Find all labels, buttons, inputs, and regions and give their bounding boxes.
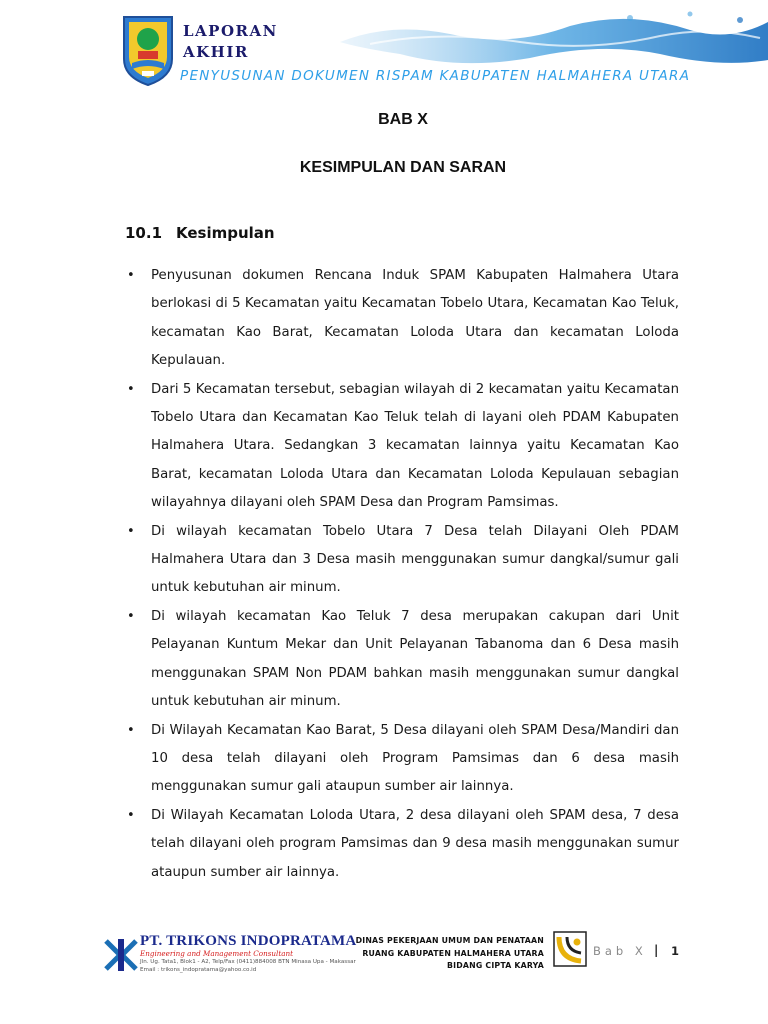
- list-item: [123, 603, 679, 717]
- list-item: [123, 262, 679, 376]
- bullet-marker: •: [127, 722, 135, 738]
- regency-emblem-icon: [120, 13, 176, 87]
- bullet-marker: •: [127, 381, 135, 397]
- company-email: Email : trikons_indopratama@yahoo.co.id: [140, 967, 257, 973]
- bullet-marker: •: [127, 268, 135, 283]
- report-title-line2: AKHIR: [183, 43, 249, 61]
- department-block: [330, 935, 544, 973]
- section-number: 10.1: [125, 224, 163, 242]
- department-line1: DINAS PEKERJAAN UMUM DAN PENATAAN: [355, 936, 544, 945]
- list-item: [123, 717, 679, 802]
- report-title: [183, 21, 278, 63]
- list-item: [123, 376, 679, 518]
- department-line2: RUANG KABUPATEN HALMAHERA UTARA: [362, 948, 544, 958]
- section-heading: [125, 224, 275, 242]
- page-number: 1: [671, 944, 680, 958]
- public-works-logo-icon: [553, 931, 587, 967]
- company-tagline: Engineering and Management Consultant: [140, 949, 294, 958]
- bullet-marker: •: [127, 523, 135, 539]
- company-block: [140, 933, 357, 974]
- water-splash-banner: [330, 8, 768, 70]
- bullet-marker: •: [127, 807, 135, 823]
- report-title-line1: LAPORAN: [183, 22, 278, 40]
- list-item-text: Penyusunan dokumen Rencana Induk SPAM Kabupaten Halmahera Utara berlokasi di 5 Kecamatan yaitu Kecamatan Tobelo Utara, Kecamatan Kao Teluk, kecamatan Kao Barat, Kecamatan Loloda Utara dan kecamatan Loloda Kepulauan.: [151, 268, 679, 369]
- company-address: Jln. Ug. Tata1, Blok1 - A2, Telp/Fax (0411)884008 BTN Minasa Upa - Makassar: [140, 959, 356, 965]
- department-line3: BIDANG CIPTA KARYA: [447, 961, 544, 970]
- list-item: [123, 802, 679, 887]
- list-item-text: Di Wilayah Kecamatan Loloda Utara, 2 desa dilayani oleh SPAM desa, 7 desa telah dilayani oleh program Pamsimas dan 9 desa masih menggunakan sumur ataupun sumber air lainnya.: [151, 807, 679, 880]
- list-item-text: Di wilayah kecamatan Tobelo Utara 7 Desa telah Dilayani Oleh PDAM Halmahera Utara dan 3 Desa masih menggunakan sumur dangkal/sumur gali untuk kebutuhan air minum.: [151, 523, 679, 596]
- chapter-title: KESIMPULAN DAN SARAN: [299, 159, 507, 176]
- chapter-page-label: Bab X: [593, 944, 647, 958]
- company-name: PT. TRIKONS INDOPRATAMA: [140, 933, 357, 949]
- list-item-text: Di Wilayah Kecamatan Kao Barat, 5 Desa dilayani oleh SPAM Desa/Mandiri dan 10 desa telah dilayani oleh Program Pamsimas dan 6 desa masih menggunakan sumur gali ataupun sumber air lainnya.: [151, 722, 679, 795]
- trikons-logo-icon: [104, 937, 138, 973]
- report-subtitle: PENYUSUNAN DOKUMEN RISPAM KABUPATEN HALMAHERA UTARA: [180, 68, 691, 84]
- bullet-marker: •: [127, 608, 135, 624]
- conclusion-list: [123, 262, 679, 887]
- list-item-text: Dari 5 Kecamatan tersebut, sebagian wilayah di 2 kecamatan yaitu Kecamatan Tobelo Utara dan Kecamatan Kao Teluk telah di layani oleh PDAM Kabupaten Halmahera Utara. Sedangkan 3 kecamatan lainnya yaitu Kecamatan Kao Barat, kecamatan Loloda Utara dan Kecamatan Loloda Kepulauan sebagian wilayahnya dilayani oleh SPAM Desa dan Program Pamsimas.: [151, 381, 679, 511]
- section-title: Kesimpulan: [176, 224, 275, 242]
- page-separator: |: [654, 943, 659, 957]
- chapter-number: BAB X: [378, 111, 428, 128]
- list-item-text: Di wilayah kecamatan Kao Teluk 7 desa merupakan cakupan dari Unit Pelayanan Kuntum Mekar dan Unit Pelayanan Tabanoma dan 6 Desa masih menggunakan SPAM Non PDAM bahkan masih menggunakan sumur dangkal untuk kebutuhan air minum.: [151, 608, 679, 710]
- list-item: [123, 518, 679, 603]
